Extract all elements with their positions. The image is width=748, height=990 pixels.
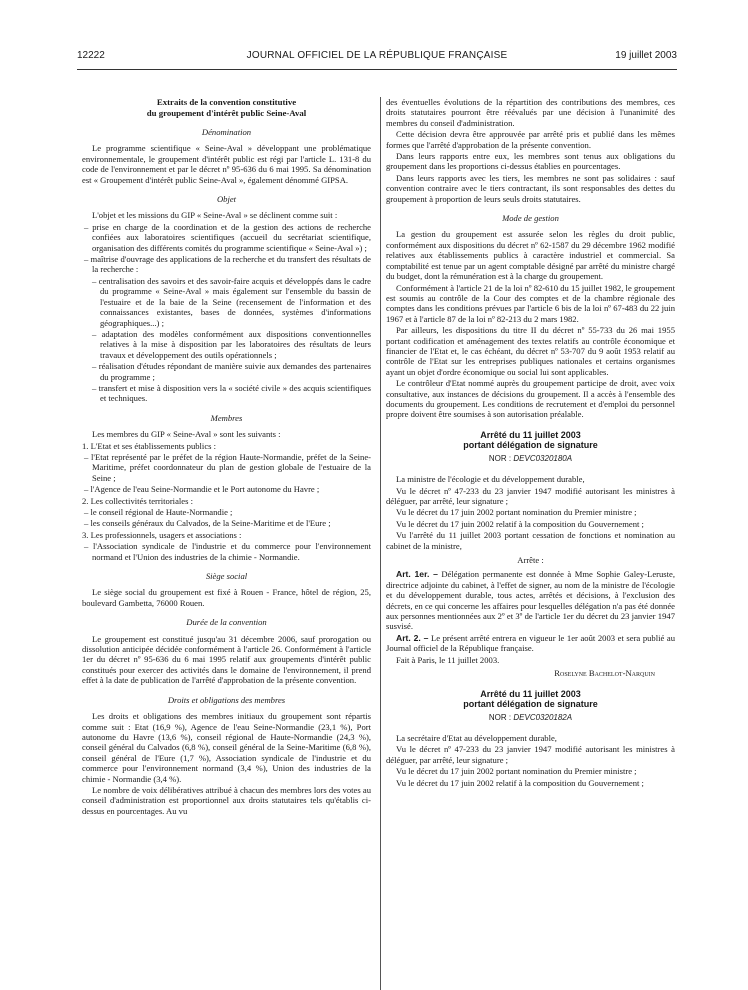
paragraph: Par ailleurs, les dispositions du titre II du décret nº 55-733 du 26 mai 1955 portant codification et aménagement des textes relatifs au contrôle économique et financier de l'Etat et, le cas échéant, du décret nº 53-707 du 9 août 1953 relatif au contrôle de l'Etat sur les entreprises publiques nationales et certains organismes ayant un objet d'ordre économique ou social lui sont applicables. [386,325,675,377]
signature: Roselyne Bachelot-Narquin [554,668,655,679]
list-item: – adaptation des modèles conformément aux dispositions conventionnelles relatives à la mise à disposition par les laboratoires des résultats de leurs travaux et développement des outils opérationnels ; [92,328,371,360]
list-item: – prise en charge de la coordination et de la gestion des actions de recherche confiées aux laboratoires scientifiques (accueil du secrétariat scientifique, organisation des différents comités du programme scientifique « Seine-Aval ») ; [84,221,371,253]
list-item: – centralisation des savoirs et des savoir-faire acquis et développés dans le cadre du programme « Seine-Aval » mais également sur l'ensemble du bassin de l'estuaire et de la baie de la Seine (recensement de l'information et des connaissances existantes, bases de données, systèmes d'informations géographiques...) ; [92,275,371,328]
issue-date: 19 juillet 2003 [615,50,677,61]
arrete-title-line-2: portant délégation de signature [463,699,598,709]
nor-code: DEVC0320180A [513,453,573,463]
title-line-1: Extraits de la convention constitutive [156,97,297,107]
paragraph: L'objet et les missions du GIP « Seine-Aval » se déclinent comme suit : [92,210,338,221]
paragraph: Dans leurs rapports entre eux, les membres sont tenus aux obligations du groupement dans les proportions ci-dessus établies en pourcentages. [386,151,675,172]
paragraph: Le groupement est constitué jusqu'au 31 décembre 2006, sauf prorogation ou dissolution anticipée décidée conformément à l'article 26. Conformément à l'article 1er du décret nº 95-636 du 6 mai 1995 relatif aux groupements d'intérêt public constitués pour exercer des activités dans le domaine de l'environnement, il prend effet à la date de publication de l'arrêté d'approbation de la présente convention. [82,633,371,686]
list-item: – les conseils généraux du Calvados, de la Seine-Maritime et de l'Eure ; [84,518,331,529]
paragraph: Dans leurs rapports avec les tiers, les membres ne sont pas solidaires : sauf convention contraire avec le tiers contractant, ils sont responsables des dettes du groupement à proportion de leurs seuls droits statutaires. [386,172,675,204]
right-column [386,97,675,789]
paragraph: Vu le décret du 17 juin 2002 relatif à la composition du Gouvernement ; [396,518,644,529]
nor-label: NOR : [488,712,512,722]
journal-title: JOURNAL OFFICIEL DE LA RÉPUBLIQUE FRANÇAISE [246,50,508,61]
paragraph: La gestion du groupement est assurée selon les règles du droit public, conformément aux dispositions du décret nº 62-1587 du 29 décembre 1962 modifié relatives aux établissements publics à caractère industriel et commercial. Sa comptabilité est tenue par un agent comptable désigné par arrêté du ministre chargé du budget, dont la rémunération est à la charge du groupement. [386,229,675,282]
list-item: – l'Association syndicale de l'industrie et du commerce pour l'environnement normand et l'Union des industries de la chimie - Normandie. [84,541,371,562]
arrete-title-line-2: portant délégation de signature [463,440,598,451]
paragraph: Vu le décret nº 47-233 du 23 janvier 1947 modifié autorisant les ministres à déléguer, par arrêté, leur signature ; [386,485,675,506]
paragraph: Le nombre de voix délibératives attribué à chacun des membres lors des votes au conseil d'administration est proportionnel aux droits statutaires tels qu'établis ci-dessus en pourcentages. Au vu [82,784,371,816]
paragraph: La ministre de l'écologie et du développement durable, [396,474,585,485]
paragraph: des éventuelles évolutions de la répartition des contributions des membres, ces droits statutaires pourront être réévalués par une décision à l'unanimité des membres du conseil d'administration. [386,97,675,128]
paragraph: Vu le décret du 17 juin 2002 portant nomination du Premier ministre ; [396,766,637,777]
paragraph: Le siège social du groupement est fixé à Rouen - France, hôtel de région, 25, boulevard Gambetta, 76000 Rouen. [82,587,371,608]
list-item: – l'Agence de l'eau Seine-Normandie et le Port autonome du Havre ; [84,484,320,495]
arrete-title-line-1: Arrêté du 11 juillet 2003 [480,688,581,699]
article-1 [386,569,675,631]
page-header [77,50,677,64]
arrete-title [386,430,675,451]
article-label: Art. 1er. – [396,569,438,580]
list-item: – l'Etat représenté par le préfet de la région Haute-Normandie, préfet de la Seine-Maritime, préfet coordonnateur du plan de gestion globale de l'estuaire de la Seine ; [84,451,371,483]
article-2 [386,633,675,654]
nor-code: DEVC0320182A [513,712,573,722]
paragraph: Le programme scientifique « Seine-Aval » développant une problématique environnementale, le groupement d'intérêt public est régi par l'article L. 131-8 du code de l'environnement et par le décret nº 95-636 du 6 mai 1995. Sa dénomination est « Groupement d'intérêt public Seine-Aval », également dénommé GIPSA. [82,143,371,185]
paragraph: Le contrôleur d'Etat nommé auprès du groupement participe de droit, avec voix consultative, aux instances de décisions du groupement. Il a accès à l'ensemble des documents du groupement. Les conditions de recrutement et d'emploi du personnel propre doivent être soumises à son autorisation préalable. [386,378,675,420]
list-item: – maîtrise d'ouvrage des applications de la recherche et du transfert des résultats de la recherche : [84,254,371,275]
list-item: – réalisation d'études répondant de manière suivie aux demandes des partenaires du programme ; [92,361,371,382]
nor-reference [386,713,675,723]
convention-title [82,97,371,118]
list-item: 1. L'Etat et ses établissements publics : [82,440,217,451]
section-heading: Membres [210,412,243,423]
arrete-title [386,689,675,710]
article-text: Le présent arrêté entrera en vigueur le 1er août 2003 et sera publié au Journal officiel de la République française. [386,632,676,654]
section-heading: Durée de la convention [186,617,267,628]
paragraph: Les droits et obligations des membres initiaux du groupement sont répartis comme suit : Etat (16,9 %), Agence de l'eau Seine-Normandie (23,1 %), Port autonome du Havre (13,6 %), conseil régional de Haute-Normandie (24,3 %), conseil général du Calvados (6,8 %), conseil général de la Seine-Maritime (6,8 %), conseil général de l'Eure (1,7 %), Association syndicale de l'industrie et du commerce pour l'environnement normand (3,4 %), Union des industries de la chimie - Normandie (3,4 %). [82,711,371,784]
list-item: 3. Les professionnels, usagers et associations : [82,529,242,540]
paragraph: Conformément à l'article 21 de la loi nº 82-610 du 15 juillet 1982, le groupement est soumis au contrôle de la Cour des comptes et de la chambre régionale des comptes dans les conditions prévues par l'article 6 bis de la loi nº 67-483 du 22 juin 1967 et à l'article 87 de la loi nº 82-213 du 2 mars 1982. [386,282,675,324]
list-item: 2. Les collectivités territoriales : [82,495,193,506]
section-heading: Objet [216,194,237,205]
paragraph: Cette décision devra être approuvée par arrêté pris et publié dans les mêmes formes que l'arrêté d'approbation de la présente convention. [386,129,675,150]
nor-reference [386,454,675,464]
nor-label: NOR : [488,453,512,463]
title-line-2: du groupement d'intérêt public Seine-Aval [146,107,307,118]
page-number: 12222 [77,50,105,61]
section-heading: Mode de gestion [502,213,559,224]
left-column [82,97,371,817]
column-divider [380,97,381,990]
article-text: Délégation permanente est donnée à Mme Sophie Galey-Leruste, directrice adjointe du cabinet, à l'effet de signer, au nom de la ministre de l'écologie et du développement durable, tous actes, arrêtés et décisions, à l'exclusion des décrets, en ce qui concerne les affaires pour lesquelles délégation n'a pas été donnée aux personnes mentionnées aux 2º et 3º de l'article 1er du décret du 23 janvier 1947 susvisé. [386,569,675,632]
paragraph: Vu le décret nº 47-233 du 23 janvier 1947 modifié autorisant les ministres à déléguer, par arrêté, leur signature ; [386,744,675,765]
list-item: – le conseil régional de Haute-Normandie ; [84,507,233,517]
section-heading: Siège social [205,571,248,582]
paragraph: Les membres du GIP « Seine-Aval » sont les suivants : [92,429,281,440]
paragraph: Vu le décret du 17 juin 2002 relatif à la composition du Gouvernement ; [396,777,644,788]
section-heading: Droits et obligations des membres [167,694,286,705]
article-label: Art. 2. – [396,632,429,643]
list-item: – transfert et mise à disposition vers la « société civile » des acquis scientifiques et techniques. [92,382,371,404]
paragraph: Fait à Paris, le 11 juillet 2003. [396,654,500,665]
header-rule [77,69,677,70]
arrete-word: Arrête : [517,555,544,566]
paragraph: La secrétaire d'Etat au développement durable, [396,732,557,743]
paragraph: Vu le décret du 17 juin 2002 portant nomination du Premier ministre ; [396,507,637,518]
paragraph: Vu l'arrêté du 11 juillet 2003 portant cessation de fonctions et nomination au cabinet de la ministre, [386,530,675,551]
arrete-title-line-1: Arrêté du 11 juillet 2003 [480,429,581,440]
section-heading: Dénomination [201,127,252,137]
